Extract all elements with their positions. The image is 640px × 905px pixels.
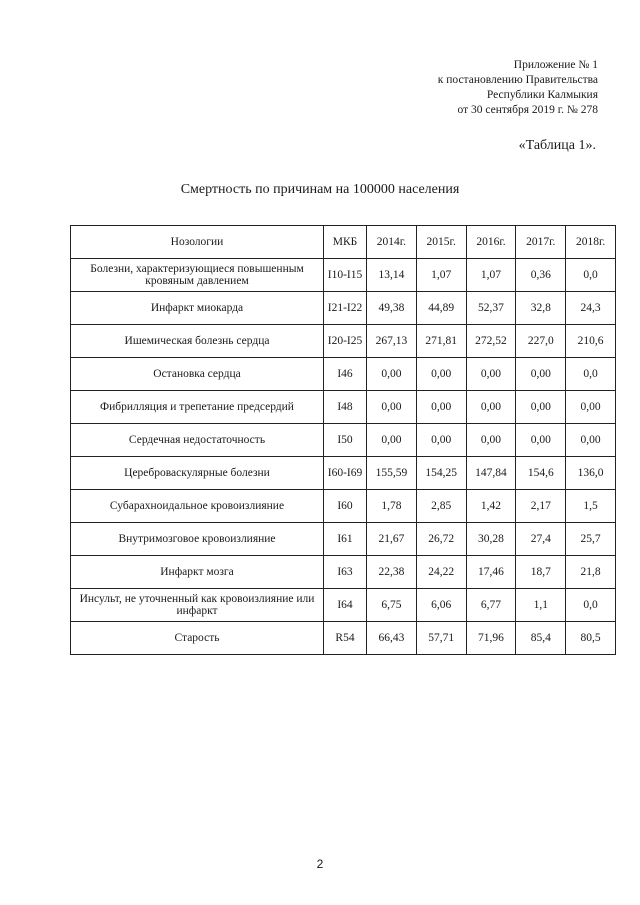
value-cell: 155,59 bbox=[367, 457, 417, 490]
value-cell: 0,00 bbox=[367, 424, 417, 457]
value-cell: 2,17 bbox=[516, 490, 566, 523]
value-cell: 0,00 bbox=[566, 424, 616, 457]
icd-code-cell: I63 bbox=[324, 556, 367, 589]
icd-code-cell: I60-I69 bbox=[324, 457, 367, 490]
nosology-cell: Субарахноидальное кровоизлияние bbox=[71, 490, 324, 523]
icd-code-cell: I61 bbox=[324, 523, 367, 556]
value-cell: 0,00 bbox=[416, 391, 466, 424]
header-cell: 2014г. bbox=[367, 226, 417, 259]
value-cell: 85,4 bbox=[516, 622, 566, 655]
value-cell: 154,25 bbox=[416, 457, 466, 490]
value-cell: 267,13 bbox=[367, 325, 417, 358]
value-cell: 0,00 bbox=[416, 358, 466, 391]
icd-code-cell: I50 bbox=[324, 424, 367, 457]
nosology-cell: Ишемическая болезнь сердца bbox=[71, 325, 324, 358]
value-cell: 210,6 bbox=[566, 325, 616, 358]
icd-code-cell: I10-I15 bbox=[324, 259, 367, 292]
value-cell: 24,3 bbox=[566, 292, 616, 325]
table-row bbox=[71, 523, 616, 556]
value-cell: 0,36 bbox=[516, 259, 566, 292]
icd-code-cell: I21-I22 bbox=[324, 292, 367, 325]
table-body bbox=[71, 259, 616, 655]
value-cell: 21,8 bbox=[566, 556, 616, 589]
value-cell: 24,22 bbox=[416, 556, 466, 589]
value-cell: 1,07 bbox=[466, 259, 516, 292]
table-row bbox=[71, 259, 616, 292]
value-cell: 1,5 bbox=[566, 490, 616, 523]
value-cell: 1,78 bbox=[367, 490, 417, 523]
appendix-header bbox=[438, 58, 598, 118]
document-title: Смертность по причинам на 100000 населения bbox=[180, 182, 460, 197]
table-row bbox=[71, 589, 616, 622]
value-cell: 0,00 bbox=[466, 424, 516, 457]
value-cell: 52,37 bbox=[466, 292, 516, 325]
nosology-cell: Старость bbox=[71, 622, 324, 655]
value-cell: 57,71 bbox=[416, 622, 466, 655]
value-cell: 271,81 bbox=[416, 325, 466, 358]
value-cell: 147,84 bbox=[466, 457, 516, 490]
nosology-cell: Цереброваскулярные болезни bbox=[71, 457, 324, 490]
appendix-line: Республики Калмыкия bbox=[486, 89, 598, 101]
icd-code-cell: I46 bbox=[324, 358, 367, 391]
table-reference: «Таблица 1». bbox=[518, 138, 596, 153]
value-cell: 272,52 bbox=[466, 325, 516, 358]
table-row bbox=[71, 622, 616, 655]
nosology-cell: Болезни, характеризующиеся повышенным кровяным давлением bbox=[71, 259, 324, 292]
value-cell: 44,89 bbox=[416, 292, 466, 325]
appendix-line: от 30 сентября 2019 г. № 278 bbox=[457, 104, 598, 116]
value-cell: 0,00 bbox=[466, 391, 516, 424]
value-cell: 0,0 bbox=[566, 589, 616, 622]
table-row bbox=[71, 292, 616, 325]
value-cell: 21,67 bbox=[367, 523, 417, 556]
page-number: 2 bbox=[316, 857, 324, 871]
nosology-cell: Инфаркт миокарда bbox=[71, 292, 324, 325]
mortality-table bbox=[70, 225, 616, 655]
table-row bbox=[71, 457, 616, 490]
value-cell: 0,00 bbox=[466, 358, 516, 391]
table-row bbox=[71, 556, 616, 589]
value-cell: 0,0 bbox=[566, 259, 616, 292]
value-cell: 13,14 bbox=[367, 259, 417, 292]
value-cell: 136,0 bbox=[566, 457, 616, 490]
value-cell: 6,06 bbox=[416, 589, 466, 622]
value-cell: 80,5 bbox=[566, 622, 616, 655]
value-cell: 0,0 bbox=[566, 358, 616, 391]
value-cell: 0,00 bbox=[516, 391, 566, 424]
value-cell: 154,6 bbox=[516, 457, 566, 490]
table-row bbox=[71, 358, 616, 391]
table-header-row bbox=[71, 226, 616, 259]
nosology-cell: Сердечная недостаточность bbox=[71, 424, 324, 457]
value-cell: 0,00 bbox=[416, 424, 466, 457]
icd-code-cell: I64 bbox=[324, 589, 367, 622]
table-row bbox=[71, 490, 616, 523]
value-cell: 2,85 bbox=[416, 490, 466, 523]
icd-code-cell: I60 bbox=[324, 490, 367, 523]
icd-code-cell: R54 bbox=[324, 622, 367, 655]
header-cell: 2018г. bbox=[566, 226, 616, 259]
value-cell: 17,46 bbox=[466, 556, 516, 589]
value-cell: 49,38 bbox=[367, 292, 417, 325]
value-cell: 18,7 bbox=[516, 556, 566, 589]
value-cell: 0,00 bbox=[516, 424, 566, 457]
table-row bbox=[71, 391, 616, 424]
icd-code-cell: I20-I25 bbox=[324, 325, 367, 358]
appendix-line: Приложение № 1 bbox=[513, 59, 598, 71]
value-cell: 27,4 bbox=[516, 523, 566, 556]
value-cell: 25,7 bbox=[566, 523, 616, 556]
value-cell: 227,0 bbox=[516, 325, 566, 358]
header-cell: Нозологии bbox=[71, 226, 324, 259]
value-cell: 1,42 bbox=[466, 490, 516, 523]
value-cell: 0,00 bbox=[367, 391, 417, 424]
nosology-cell: Инфаркт мозга bbox=[71, 556, 324, 589]
value-cell: 1,1 bbox=[516, 589, 566, 622]
header-cell: 2016г. bbox=[466, 226, 516, 259]
value-cell: 0,00 bbox=[516, 358, 566, 391]
value-cell: 0,00 bbox=[367, 358, 417, 391]
value-cell: 71,96 bbox=[466, 622, 516, 655]
value-cell: 0,00 bbox=[566, 391, 616, 424]
value-cell: 30,28 bbox=[466, 523, 516, 556]
value-cell: 22,38 bbox=[367, 556, 417, 589]
table-row bbox=[71, 325, 616, 358]
nosology-cell: Инсульт, не уточненный как кровоизлияние или инфаркт bbox=[71, 589, 324, 622]
header-cell: 2015г. bbox=[416, 226, 466, 259]
table-row bbox=[71, 424, 616, 457]
value-cell: 1,07 bbox=[416, 259, 466, 292]
value-cell: 6,75 bbox=[367, 589, 417, 622]
value-cell: 6,77 bbox=[466, 589, 516, 622]
header-cell: 2017г. bbox=[516, 226, 566, 259]
nosology-cell: Остановка сердца bbox=[71, 358, 324, 391]
header-cell: МКБ bbox=[324, 226, 367, 259]
appendix-line: к постановлению Правительства bbox=[437, 74, 598, 86]
nosology-cell: Фибрилляция и трепетание предсердий bbox=[71, 391, 324, 424]
icd-code-cell: I48 bbox=[324, 391, 367, 424]
value-cell: 66,43 bbox=[367, 622, 417, 655]
value-cell: 32,8 bbox=[516, 292, 566, 325]
nosology-cell: Внутримозговое кровоизлияние bbox=[71, 523, 324, 556]
value-cell: 26,72 bbox=[416, 523, 466, 556]
